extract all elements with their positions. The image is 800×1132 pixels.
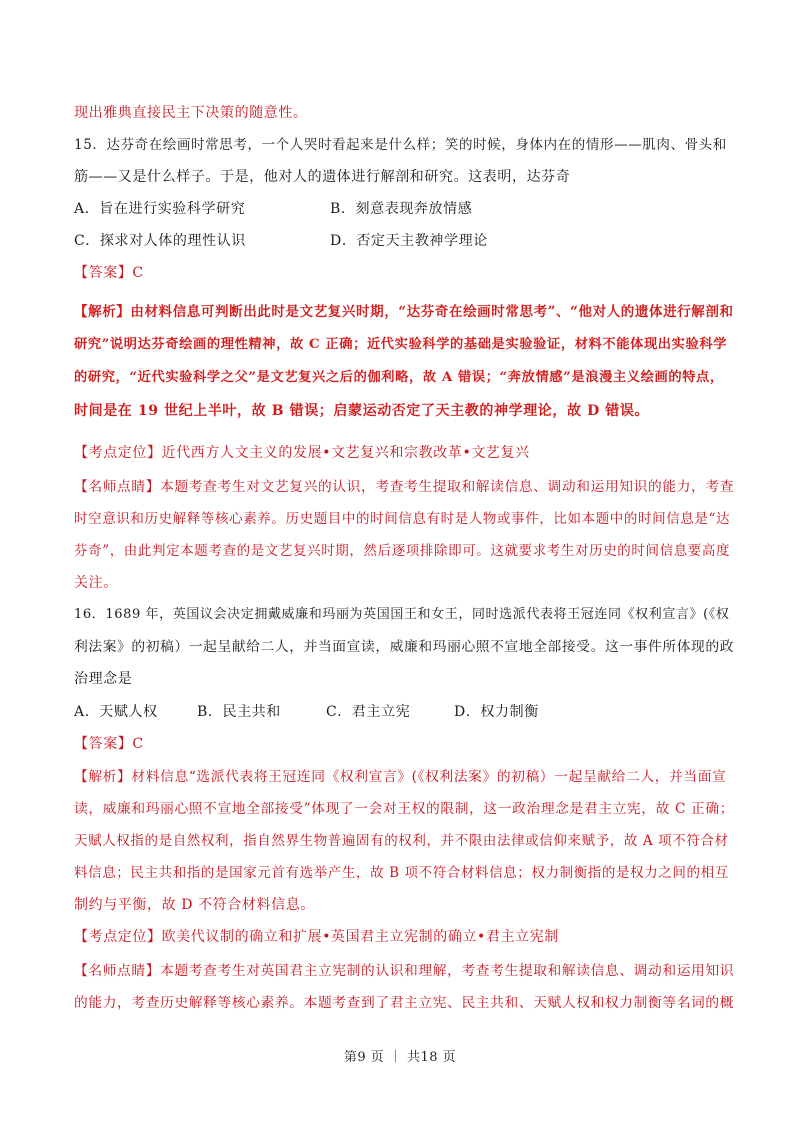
q15-analysis-line-2: 研究”说明达芬奇绘画的理性精神，故 C 正确；近代实验科学的基础是实验验证，材料不能体现出实验科学 [74,337,728,352]
q15-analysis-line-4: 时间是在 19 世纪上半叶，故 B 错误；启蒙运动否定了天主教的神学理论，故 D 错误。 [74,403,650,419]
q15-option-c: C．探求对人体的理性认识 [74,233,246,249]
q16-stem-line-1: 16．1689 年，英国议会决定拥戴威廉和玛丽为英国国王和女王，同时选派代表将王冠连同《权利宣言》(《权 [74,607,730,622]
q15-tips-line-3: 芬奇”，由此判定本题考查的是文艺复兴时期，然后逐项排除即可。这就要求考生对历史的时间信息要高度 [74,543,731,559]
q15-stem-line-2: 筋——又是什么样子。于是，他对人的遗体进行解剖和研究。这表明，达芬奇 [74,169,571,185]
q16-option-c: C．君主立宪 [326,704,411,720]
q15-stem-line-1: 15．达芬奇在绘画时常思考，一个人哭时看起来是什么样；笑的时候，身体内在的情形——肌肉、骨头和 [74,137,727,153]
q16-tips-line-2: 的能力，考查历史解释等核心素养。本题考查到了君主立宪、民主共和、天赋人权和权力制衡等名词的概 [74,995,735,1011]
q16-option-b: B．民主共和 [197,704,281,720]
q15-tips-line-2: 时空意识和历史解释等核心素养。历史题目中的时间信息有时是人物或事件，比如本题中的时间信息是“达 [74,511,731,527]
q15-tips-line-4: 关注。 [74,575,118,591]
q16-stem-line-3: 治理念是 [74,671,133,687]
q16-option-d: D．权力制衡 [454,704,539,720]
q16-tips-line-1: 【名师点睛】本题考查考生对英国君主立宪制的认识和理解，考查考生提取和解读信息、调动和运用知识 [74,963,735,979]
q16-analysis-line-5: 制约与平衡，故 D 不符合材料信息。 [74,897,315,913]
q15-key-point: 【考点定位】近代西方人文主义的发展•文艺复兴和宗教改革•文艺复兴 [74,445,530,461]
page-footer: 第9 页 ｜ 共18 页 [343,1050,457,1065]
q16-key-point: 【考点定位】欧美代议制的确立和扩展•英国君主立宪制的确立•君主立宪制 [74,929,559,945]
q15-analysis-line-3: 的研究，“近代实验科学之父”是文艺复兴之后的伽利略，故 A 错误；“奔放情感”是浪漫主义绘画的特点， [74,370,724,385]
q15-analysis-line-1: 【解析】由材料信息可判断出此时是文艺复兴时期，“达芬奇在绘画时常思考”、“他对人的遗体进行解剖和 [74,304,734,320]
q16-option-a: A．天赋人权 [74,704,158,720]
q15-option-a: A．旨在进行实验科学研究 [74,201,246,217]
q16-analysis-line-2: 读，威廉和玛丽心照不宣地全部接受”体现了一会对王权的限制，这一政治理念是君主立宪，故 C 正确； [74,801,735,817]
q15-option-b: B．刻意表现奔放情感 [330,201,473,217]
q16-analysis-line-1: 【解析】材料信息“选派代表将王冠连同《权利宣言》(《权利法案》的初稿）一起呈献给二人，并当面宣 [74,769,727,785]
q16-analysis-line-3: 天赋人权指的是自然权利，指自然界生物普遍固有的权利，并不限由法律或信仰来赋予，故 A 项不符合材 [74,833,729,849]
previous-question-tail: 现出雅典直接民主下决策的随意性。 [74,105,308,121]
q15-answer: 【答案】C [74,265,144,281]
q16-stem-line-2: 利法案》的初稿）一起呈献给二人，并当面宣读，威廉和玛丽心照不宣地全部接受。这一事件所体现的政 [74,639,735,655]
q15-option-d: D．否定天主教神学理论 [330,233,488,249]
q15-tips-line-1: 【名师点睛】本题考查考生对文艺复兴的认识，考查考生提取和解读信息、调动和运用知识的能力，考查 [74,479,735,495]
q16-analysis-line-4: 料信息；民主共和指的是国家元首有选举产生，故 B 项不符合材料信息；权力制衡指的是权力之间的相互 [74,865,729,881]
q16-answer: 【答案】C [74,736,144,752]
